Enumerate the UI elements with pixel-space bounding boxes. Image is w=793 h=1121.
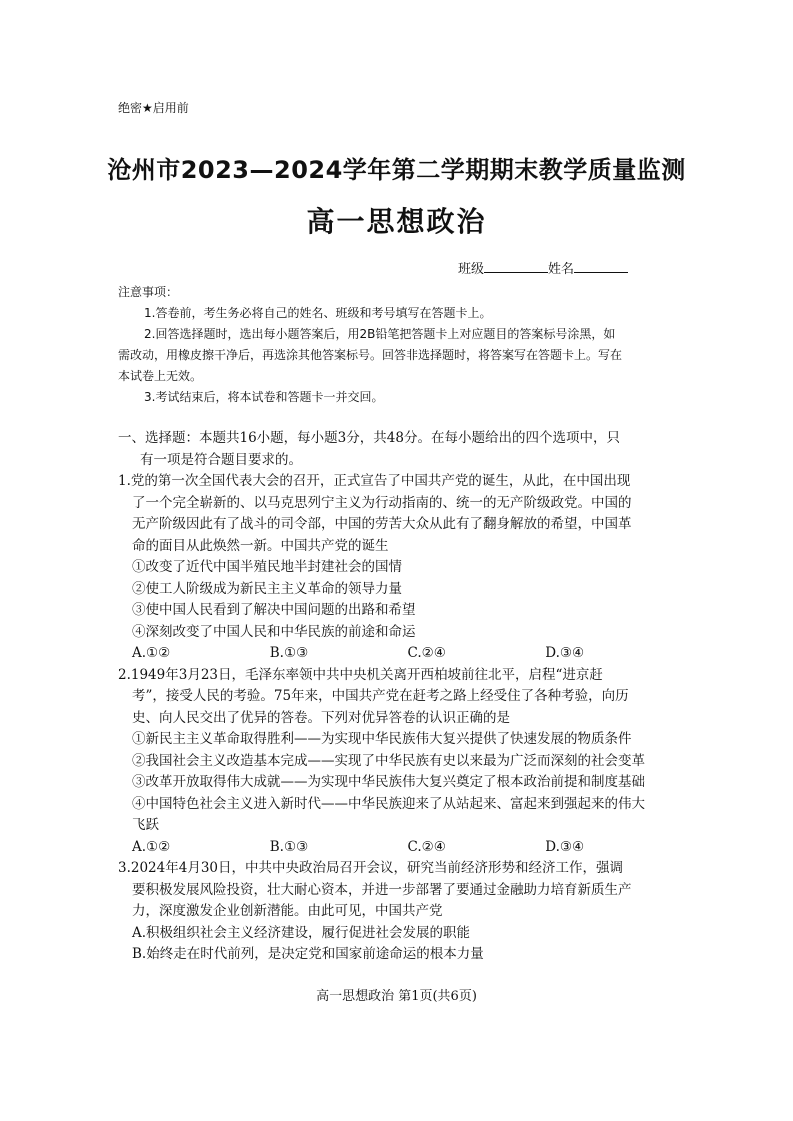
- question-3: [118, 858, 683, 966]
- q3-stem-line-2: 要积极发展风险投资，壮大耐心资本，并进一步部署了要通过金融助力培育新质生产: [132, 881, 632, 898]
- q3-stem-line-1: 3.2024年4月30日，中共中央政治局召开会议，研究当前经济形势和经济工作，强调: [118, 860, 624, 876]
- q2-statement-1: ①新民主主义革命取得胜利——为实现中华民族伟大复兴提供了快速发展的物质条件: [132, 731, 632, 747]
- note-2-line-2: 需改动，用橡皮擦干净后，再选涂其他答案标号。回答非选择题时，将答案写在答题卡上。写在: [118, 348, 623, 362]
- notes-block: [118, 282, 678, 408]
- note-2-line-3: 本试卷上无效。: [118, 369, 203, 383]
- q2-choice-c: C.②④: [407, 838, 446, 855]
- q1-statement-4: ④深刻改变了中国人民和中华民族的前途和命运: [132, 623, 416, 640]
- q1-statement-3: ③使中国人民看到了解决中国问题的出路和希望: [132, 602, 416, 618]
- name-blank: [574, 260, 628, 273]
- confidential-mark: 绝密★启用前: [118, 101, 189, 115]
- q3-stem-line-3: 力，深度激发企业创新潜能。由此可见，中国共产党: [132, 903, 443, 919]
- q1-statement-1: ①改变了近代中国半殖民地半封建社会的国情: [132, 559, 402, 575]
- q1-statement-2: ②使工人阶级成为新民主主义革命的领导力量: [132, 580, 402, 597]
- question-1: [118, 471, 683, 665]
- q1-stem-line-3: 无产阶级因此有了战斗的司令部，中国的劳苦大众从此有了翻身解放的希望，中国革: [132, 516, 632, 532]
- q1-choice-a: A.①②: [132, 645, 171, 661]
- q2-statement-4-line-1: ④中国特色社会主义进入新时代——中华民族迎来了从站起来、富起来到强起来的伟大: [132, 795, 645, 812]
- class-name-line: [458, 258, 628, 277]
- q2-stem-line-2: 考”，接受人民的考验。75年来，中国共产党在赶考之路上经受住了各种考验，向历: [132, 688, 629, 704]
- q3-choice-b: B.始终走在时代前列，是决定党和国家前途命运的根本力量: [132, 946, 484, 962]
- q2-statement-2: ②我国社会主义改造基本完成——实现了中华民族有史以来最为广泛而深刻的社会变革: [132, 752, 645, 769]
- section-heading-line-1: 一、选择题：本题共16小题，每小题3分，共48分。在每小题给出的四个选项中，只: [118, 430, 620, 446]
- name-label: 姓名: [548, 262, 575, 277]
- q3-choice-a: A.积极组织社会主义经济建设，履行促进社会发展的职能: [132, 924, 471, 941]
- q1-choices: [118, 643, 683, 665]
- class-label: 班级: [458, 262, 485, 277]
- q2-choices: [118, 837, 683, 859]
- note-3: 3.考试结束后，将本试卷和答题卡一并交回。: [144, 390, 384, 404]
- subject-title: 高一思想政治: [306, 205, 487, 238]
- q1-stem-line-4: 命的面目从此焕然一新。中国共产党的诞生: [132, 537, 389, 554]
- q2-choice-d: D.③④: [545, 838, 585, 855]
- page-footer: 高一思想政治 第1页(共6页): [316, 989, 477, 1004]
- q2-stem-line-1: 2.1949年3月23日，毛泽东率领中共中央机关离开西柏坡前往北平，启程“进京赶: [118, 666, 603, 683]
- q2-stem-line-3: 史、向人民交出了优异的答卷。下列对优异答卷的认识正确的是: [132, 709, 510, 726]
- q1-choice-d: D.③④: [545, 645, 585, 661]
- q1-stem-line-1: 1.党的第一次全国代表大会的召开，正式宣告了中国共产党的诞生，从此，在中国出现: [118, 473, 631, 489]
- notes-heading: 注意事项：: [118, 285, 179, 299]
- q2-choice-a: A.①②: [132, 838, 171, 855]
- questions-section: [118, 428, 683, 966]
- q2-choice-b: B.①③: [269, 838, 309, 855]
- exam-title: 沧州市2023—2024学年第二学期期末教学质量监测: [107, 156, 686, 184]
- q2-statement-3: ③改革开放取得伟大成就——为实现中华民族伟大复兴奠定了根本政治前提和制度基础: [132, 774, 645, 790]
- question-2: [118, 665, 683, 859]
- q2-statement-4-line-2: 飞跃: [132, 817, 159, 833]
- note-2-line-1: 2.回答选择题时，选出每小题答案后，用2B铅笔把答题卡上对应题目的答案标号涂黑，如: [144, 327, 616, 341]
- q1-choice-b: B.①③: [269, 645, 309, 661]
- class-blank: [484, 260, 548, 273]
- q1-choice-c: C.②④: [407, 645, 446, 661]
- q1-stem-line-2: 了一个完全崭新的、以马克思列宁主义为行动指南的、统一的无产阶级政党。中国的: [132, 494, 632, 511]
- section-heading-line-2: 有一项是符合题目要求的。: [140, 451, 302, 468]
- note-1: 1.答卷前，考生务必将自己的姓名、班级和考号填写在答题卡上。: [144, 306, 492, 320]
